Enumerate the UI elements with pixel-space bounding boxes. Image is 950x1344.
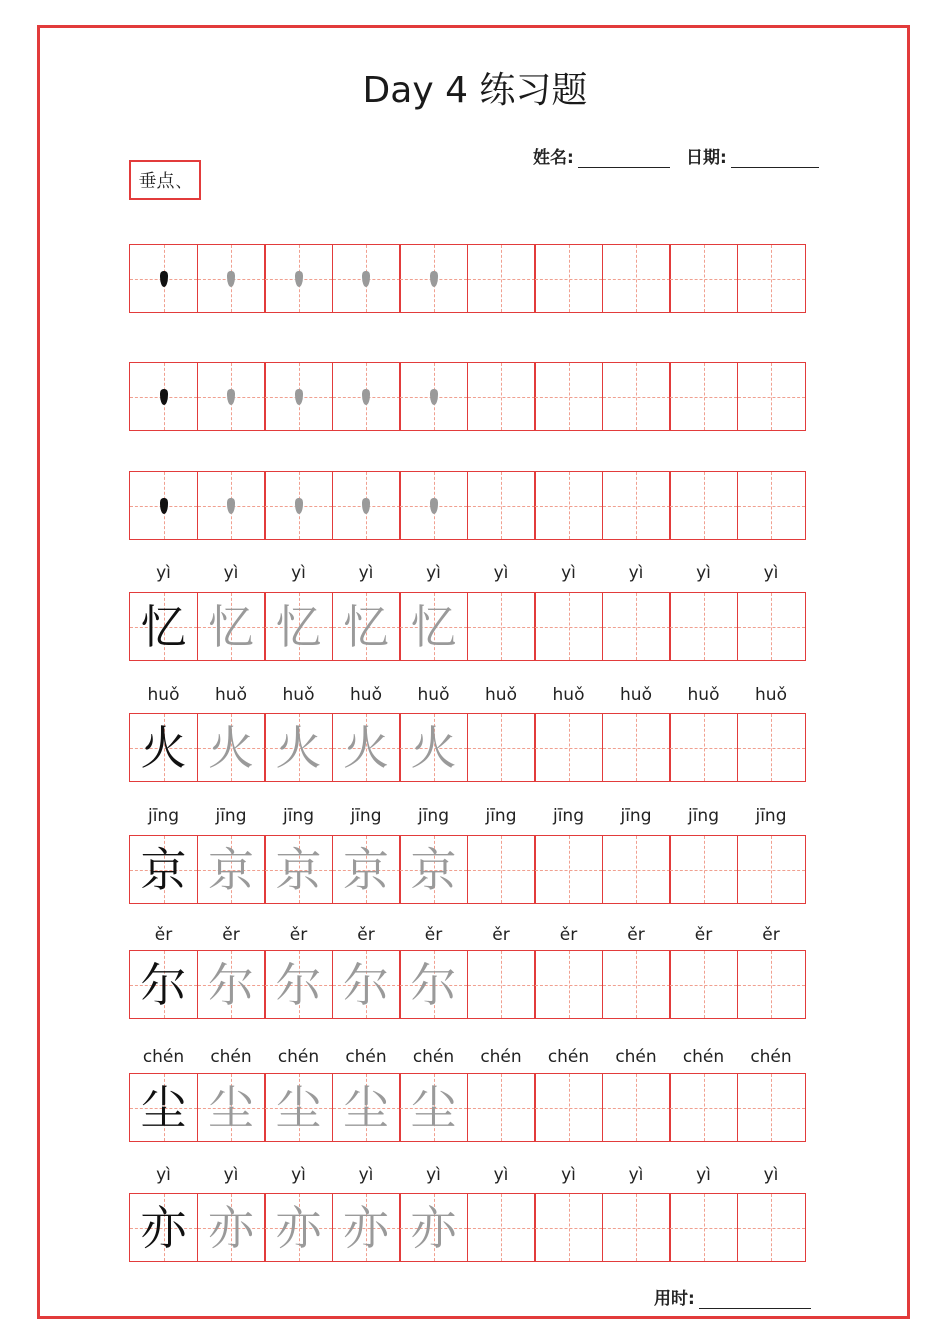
- guide-line-vertical: [771, 1074, 772, 1141]
- pinyin-label: jīng: [350, 806, 382, 826]
- model-character: 火: [140, 720, 187, 775]
- practice-cell[interactable]: [534, 713, 603, 782]
- practice-cell[interactable]: [197, 471, 266, 540]
- pinyin-label: yì: [223, 563, 239, 583]
- guide-line-vertical: [569, 245, 570, 312]
- trace-character: 京: [275, 842, 322, 897]
- practice-cell[interactable]: [332, 1193, 401, 1262]
- trace-character: 火: [410, 720, 457, 775]
- guide-line-vertical: [569, 951, 570, 1018]
- pinyin-label: ěr: [627, 925, 645, 945]
- practice-cell[interactable]: [197, 835, 266, 904]
- character-practice-row: [129, 950, 806, 1019]
- practice-cell[interactable]: [669, 471, 738, 540]
- pinyin-label: ěr: [424, 925, 443, 945]
- guide-line-vertical: [771, 593, 772, 660]
- dot-stroke-icon: [362, 498, 370, 514]
- pinyin-label: yì: [156, 563, 171, 583]
- guide-line-vertical: [771, 836, 772, 903]
- time-blank[interactable]: [699, 1290, 811, 1309]
- practice-cell[interactable]: [264, 1073, 333, 1142]
- pinyin-label: chén: [682, 1047, 725, 1067]
- guide-line-vertical: [704, 1194, 705, 1261]
- practice-cell[interactable]: [534, 835, 603, 904]
- pinyin-label: yì: [426, 563, 441, 583]
- guide-line-vertical: [704, 593, 705, 660]
- pinyin-label: chén: [210, 1047, 252, 1067]
- guide-line-vertical: [704, 714, 705, 781]
- practice-cell[interactable]: [129, 835, 198, 904]
- guide-line-vertical: [636, 363, 637, 430]
- practice-cell[interactable]: [332, 362, 401, 431]
- practice-cell[interactable]: [399, 471, 468, 540]
- trace-character: 亦: [410, 1200, 457, 1255]
- practice-cell[interactable]: [669, 1193, 738, 1262]
- practice-cell[interactable]: [264, 592, 333, 661]
- practice-cell[interactable]: [129, 471, 198, 540]
- practice-cell[interactable]: [399, 713, 468, 782]
- dot-stroke-icon: [430, 498, 438, 514]
- practice-cell[interactable]: [467, 244, 536, 313]
- pinyin-label: ěr: [694, 925, 713, 945]
- guide-line-vertical: [501, 245, 502, 312]
- practice-cell[interactable]: [129, 950, 198, 1019]
- stroke-dot-mark: [130, 472, 197, 539]
- stroke-dot-mark: [198, 245, 265, 312]
- pinyin-label: jīng: [687, 806, 719, 826]
- trace-character: 忆: [343, 599, 389, 654]
- pinyin-label: ěr: [222, 925, 240, 945]
- stroke-name-box: [129, 160, 201, 200]
- model-character: 尔: [140, 957, 187, 1012]
- practice-cell[interactable]: [264, 244, 333, 313]
- practice-cell[interactable]: [534, 592, 603, 661]
- stroke-dot-mark: [198, 363, 265, 430]
- pinyin-label: huǒ: [215, 685, 247, 705]
- practice-cell[interactable]: [669, 713, 738, 782]
- practice-cell[interactable]: [264, 713, 333, 782]
- practice-cell[interactable]: [737, 713, 806, 782]
- guide-line-vertical: [636, 1194, 637, 1261]
- practice-cell[interactable]: [264, 950, 333, 1019]
- dot-stroke-icon: [295, 389, 303, 405]
- character-practice-row: [129, 1193, 806, 1262]
- pinyin-label: ěr: [357, 925, 375, 945]
- trace-character: 亦: [275, 1200, 322, 1255]
- practice-cell[interactable]: [669, 362, 738, 431]
- dot-stroke-icon: [430, 389, 438, 405]
- practice-cell[interactable]: [737, 950, 806, 1019]
- guide-line-vertical: [704, 245, 705, 312]
- character-practice-row: [129, 592, 806, 661]
- pinyin-label: ěr: [762, 925, 780, 945]
- pinyin-row: [129, 1047, 806, 1067]
- guide-line-vertical: [569, 1074, 570, 1141]
- guide-line-vertical: [636, 245, 637, 312]
- stroke-dot-mark: [333, 363, 400, 430]
- pinyin-label: chén: [480, 1047, 522, 1067]
- pinyin-row: [129, 685, 806, 705]
- practice-cell[interactable]: [534, 950, 603, 1019]
- practice-cell[interactable]: [467, 950, 536, 1019]
- practice-cell[interactable]: [197, 244, 266, 313]
- pinyin-label: huǒ: [552, 685, 585, 705]
- pinyin-label: chén: [277, 1047, 320, 1067]
- guide-line-vertical: [771, 1194, 772, 1261]
- guide-line-vertical: [771, 951, 772, 1018]
- pinyin-label: ěr: [289, 925, 308, 945]
- trace-character: 尔: [410, 957, 457, 1012]
- pinyin-label: yì: [763, 1165, 779, 1185]
- pinyin-label: yì: [358, 563, 374, 583]
- time-label: 用时:: [654, 1289, 695, 1309]
- date-blank[interactable]: [731, 149, 819, 168]
- practice-cell[interactable]: [534, 471, 603, 540]
- practice-cell[interactable]: [737, 835, 806, 904]
- pinyin-label: yì: [561, 563, 576, 583]
- trace-character: 忆: [275, 599, 322, 654]
- practice-cell[interactable]: [737, 471, 806, 540]
- guide-line-vertical: [636, 593, 637, 660]
- pinyin-label: jīng: [147, 806, 179, 826]
- practice-cell[interactable]: [602, 244, 671, 313]
- practice-cell[interactable]: [602, 362, 671, 431]
- pinyin-label: yì: [763, 563, 779, 583]
- guide-line-vertical: [569, 472, 570, 539]
- practice-cell[interactable]: [399, 244, 468, 313]
- practice-cell[interactable]: [264, 835, 333, 904]
- dot-stroke-icon: [160, 498, 168, 514]
- pinyin-label: yì: [291, 563, 306, 583]
- practice-cell[interactable]: [534, 1073, 603, 1142]
- pinyin-label: yì: [628, 563, 644, 583]
- trace-character: 亦: [208, 1200, 254, 1255]
- guide-line-vertical: [569, 363, 570, 430]
- pinyin-label: chén: [142, 1047, 185, 1067]
- guide-line-vertical: [636, 714, 637, 781]
- stroke-dot-mark: [265, 245, 332, 312]
- practice-cell[interactable]: [129, 244, 198, 313]
- pinyin-label: huǒ: [687, 685, 720, 705]
- date-field: [686, 143, 819, 168]
- practice-cell[interactable]: [602, 950, 671, 1019]
- pinyin-label: yì: [696, 563, 711, 583]
- practice-cell[interactable]: [669, 835, 738, 904]
- guide-line-vertical: [501, 472, 502, 539]
- pinyin-label: huǒ: [755, 685, 787, 705]
- practice-cell[interactable]: [534, 362, 603, 431]
- pinyin-row: [129, 1165, 806, 1185]
- pinyin-label: yì: [291, 1165, 306, 1185]
- practice-cell[interactable]: [264, 1193, 333, 1262]
- practice-cell[interactable]: [737, 362, 806, 431]
- practice-cell[interactable]: [264, 471, 333, 540]
- practice-cell[interactable]: [399, 950, 468, 1019]
- guide-line-vertical: [501, 1194, 502, 1261]
- dot-stroke-icon: [160, 389, 168, 405]
- practice-cell[interactable]: [197, 362, 266, 431]
- practice-cell[interactable]: [737, 1073, 806, 1142]
- pinyin-label: yì: [358, 1165, 374, 1185]
- trace-character: 火: [208, 720, 254, 775]
- page-title: Day 4 练习题: [362, 70, 588, 111]
- model-character: 亦: [140, 1200, 187, 1255]
- stroke-name: 垂点: [138, 171, 175, 192]
- time-field: [654, 1284, 811, 1309]
- pinyin-label: huǒ: [350, 685, 382, 705]
- guide-line-vertical: [771, 714, 772, 781]
- practice-cell[interactable]: [602, 592, 671, 661]
- practice-cell[interactable]: [399, 1073, 468, 1142]
- stroke-dot-mark: [333, 472, 400, 539]
- trace-character: 亦: [343, 1200, 389, 1255]
- guide-line-vertical: [636, 836, 637, 903]
- practice-cell[interactable]: [602, 835, 671, 904]
- practice-cell[interactable]: [467, 1073, 536, 1142]
- pinyin-label: huǒ: [417, 685, 450, 705]
- practice-cell[interactable]: [129, 362, 198, 431]
- practice-cell[interactable]: [737, 244, 806, 313]
- guide-line-vertical: [636, 951, 637, 1018]
- guide-line-vertical: [569, 714, 570, 781]
- dot-stroke-icon: [160, 271, 168, 287]
- guide-line-vertical: [636, 1074, 637, 1141]
- date-label: 日期:: [686, 148, 727, 168]
- pinyin-label: chén: [345, 1047, 387, 1067]
- guide-line-vertical: [569, 593, 570, 660]
- stroke-dot-mark: [130, 363, 197, 430]
- pinyin-row: [129, 806, 806, 826]
- guide-line-vertical: [501, 714, 502, 781]
- trace-character: 尔: [343, 957, 389, 1012]
- trace-character: 忆: [410, 599, 457, 654]
- dot-stroke-icon: [227, 271, 235, 287]
- trace-character: 火: [343, 720, 389, 775]
- pinyin-label: jīng: [417, 806, 449, 826]
- practice-cell[interactable]: [467, 362, 536, 431]
- stroke-practice-row: [129, 244, 806, 313]
- pinyin-label: huǒ: [620, 685, 652, 705]
- character-practice-row: [129, 1073, 806, 1142]
- practice-cell[interactable]: [602, 713, 671, 782]
- pinyin-label: huǒ: [485, 685, 517, 705]
- character-practice-row: [129, 835, 806, 904]
- dot-stroke-icon: [362, 271, 370, 287]
- practice-cell[interactable]: [129, 1193, 198, 1262]
- pinyin-label: ěr: [559, 925, 578, 945]
- trace-character: 尘: [343, 1080, 389, 1135]
- practice-cell[interactable]: [399, 362, 468, 431]
- guide-line-vertical: [501, 593, 502, 660]
- pinyin-label: ěr: [492, 925, 510, 945]
- practice-cell[interactable]: [669, 244, 738, 313]
- stroke-dot-mark: [400, 245, 467, 312]
- practice-cell[interactable]: [399, 592, 468, 661]
- guide-line-vertical: [501, 951, 502, 1018]
- guide-line-vertical: [501, 363, 502, 430]
- trace-character: 京: [343, 842, 389, 897]
- practice-cell[interactable]: [669, 1073, 738, 1142]
- pinyin-label: yì: [156, 1165, 171, 1185]
- practice-cell[interactable]: [467, 471, 536, 540]
- practice-cell[interactable]: [737, 592, 806, 661]
- trace-character: 尘: [208, 1080, 254, 1135]
- stroke-sample-icon: 、: [175, 171, 192, 191]
- practice-cell[interactable]: [602, 1193, 671, 1262]
- pinyin-label: jīng: [755, 806, 787, 826]
- pinyin-label: yì: [493, 1165, 509, 1185]
- trace-character: 尔: [275, 957, 322, 1012]
- practice-cell[interactable]: [197, 713, 266, 782]
- pinyin-label: huǒ: [147, 685, 180, 705]
- practice-cell[interactable]: [332, 835, 401, 904]
- pinyin-row: [129, 563, 806, 583]
- trace-character: 京: [208, 842, 254, 897]
- practice-cell[interactable]: [399, 1193, 468, 1262]
- practice-cell[interactable]: [467, 835, 536, 904]
- practice-cell[interactable]: [467, 1193, 536, 1262]
- trace-character: 忆: [208, 599, 254, 654]
- dot-stroke-icon: [227, 389, 235, 405]
- practice-cell[interactable]: [129, 1073, 198, 1142]
- dot-stroke-icon: [295, 271, 303, 287]
- pinyin-label: yì: [628, 1165, 644, 1185]
- model-character: 忆: [140, 599, 187, 654]
- pinyin-label: jīng: [215, 806, 247, 826]
- pinyin-label: chén: [547, 1047, 590, 1067]
- guide-line-vertical: [704, 951, 705, 1018]
- dot-stroke-icon: [295, 498, 303, 514]
- guide-line-vertical: [704, 836, 705, 903]
- pinyin-label: yì: [426, 1165, 441, 1185]
- stroke-dot-mark: [333, 245, 400, 312]
- pinyin-label: chén: [412, 1047, 455, 1067]
- practice-cell[interactable]: [332, 1073, 401, 1142]
- pinyin-label: jīng: [282, 806, 314, 826]
- practice-cell[interactable]: [534, 1193, 603, 1262]
- practice-cell[interactable]: [197, 950, 266, 1019]
- guide-line-vertical: [501, 1074, 502, 1141]
- dot-stroke-icon: [227, 498, 235, 514]
- pinyin-label: yì: [223, 1165, 239, 1185]
- practice-cell[interactable]: [467, 592, 536, 661]
- practice-cell[interactable]: [669, 592, 738, 661]
- guide-line-vertical: [569, 836, 570, 903]
- practice-cell[interactable]: [669, 950, 738, 1019]
- pinyin-label: jīng: [552, 806, 584, 826]
- stroke-dot-mark: [400, 472, 467, 539]
- practice-cell[interactable]: [602, 1073, 671, 1142]
- stroke-practice-row: [129, 471, 806, 540]
- pinyin-label: jīng: [485, 806, 517, 826]
- stroke-dot-mark: [198, 472, 265, 539]
- dot-stroke-icon: [430, 271, 438, 287]
- practice-cell[interactable]: [264, 362, 333, 431]
- guide-line-vertical: [501, 836, 502, 903]
- practice-cell[interactable]: [197, 1073, 266, 1142]
- pinyin-label: chén: [615, 1047, 657, 1067]
- trace-character: 尔: [208, 957, 254, 1012]
- guide-line-vertical: [569, 1194, 570, 1261]
- guide-line-vertical: [704, 363, 705, 430]
- practice-cell[interactable]: [332, 950, 401, 1019]
- practice-cell[interactable]: [129, 713, 198, 782]
- stroke-dot-mark: [130, 245, 197, 312]
- guide-line-vertical: [704, 1074, 705, 1141]
- guide-line-vertical: [771, 363, 772, 430]
- pinyin-label: yì: [561, 1165, 576, 1185]
- practice-cell[interactable]: [332, 713, 401, 782]
- pinyin-label: chén: [750, 1047, 792, 1067]
- pinyin-label: yì: [493, 563, 509, 583]
- character-practice-row: [129, 713, 806, 782]
- guide-line-vertical: [636, 472, 637, 539]
- trace-character: 尘: [410, 1080, 457, 1135]
- practice-cell[interactable]: [332, 471, 401, 540]
- name-label: 姓名:: [533, 148, 574, 168]
- stroke-dot-mark: [265, 363, 332, 430]
- pinyin-row: [129, 925, 806, 945]
- pinyin-label: ěr: [154, 925, 173, 945]
- guide-line-vertical: [771, 245, 772, 312]
- stroke-dot-mark: [265, 472, 332, 539]
- pinyin-label: huǒ: [282, 685, 315, 705]
- model-character: 尘: [140, 1080, 187, 1135]
- guide-line-vertical: [704, 472, 705, 539]
- practice-cell[interactable]: [534, 244, 603, 313]
- practice-cell[interactable]: [467, 713, 536, 782]
- practice-cell[interactable]: [197, 592, 266, 661]
- practice-cell[interactable]: [332, 244, 401, 313]
- practice-cell[interactable]: [197, 1193, 266, 1262]
- pinyin-label: jīng: [620, 806, 652, 826]
- pinyin-label: yì: [696, 1165, 711, 1185]
- dot-stroke-icon: [362, 389, 370, 405]
- trace-character: 京: [410, 842, 457, 897]
- guide-line-vertical: [771, 472, 772, 539]
- stroke-practice-row: [129, 362, 806, 431]
- practice-cell[interactable]: [602, 471, 671, 540]
- practice-cell[interactable]: [332, 592, 401, 661]
- stroke-dot-mark: [400, 363, 467, 430]
- name-field: [533, 143, 670, 168]
- trace-character: 尘: [275, 1080, 322, 1135]
- practice-cell[interactable]: [737, 1193, 806, 1262]
- practice-cell[interactable]: [399, 835, 468, 904]
- practice-cell[interactable]: [129, 592, 198, 661]
- trace-character: 火: [275, 720, 322, 775]
- model-character: 京: [140, 842, 187, 897]
- name-blank[interactable]: [578, 149, 670, 168]
